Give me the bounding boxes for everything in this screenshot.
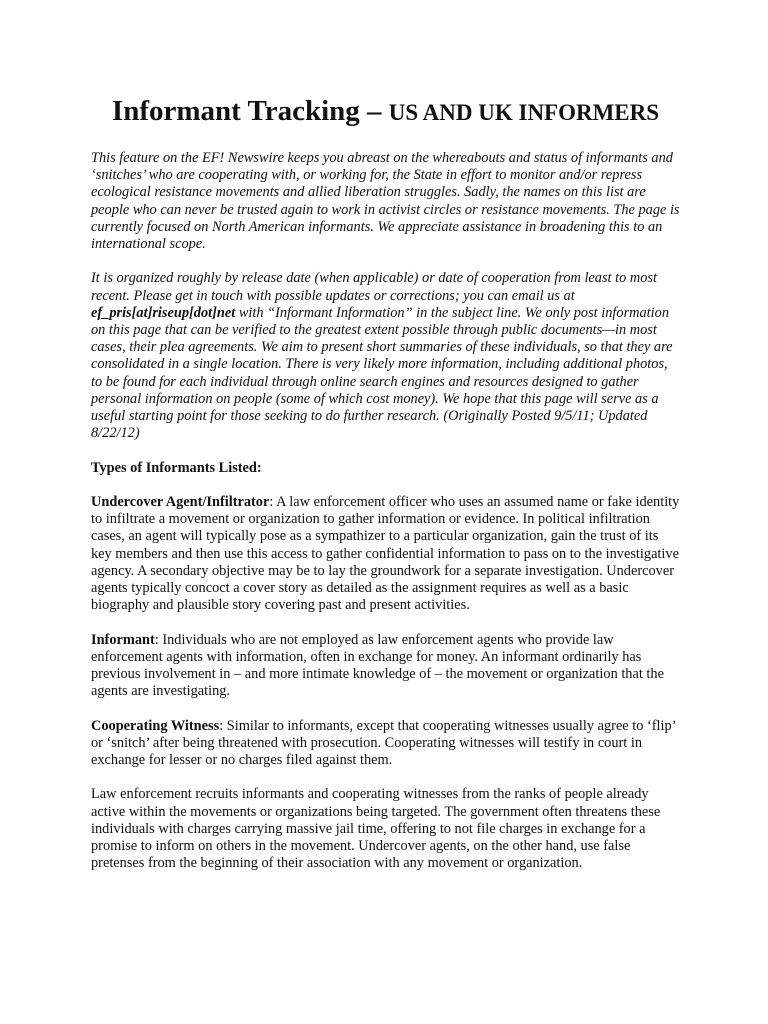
closing-paragraph: Law enforcement recruits informants and cooperating witnesses from the ranks of people already active within the movements or organizations being targeted. The government often threatens these individuals with charges carrying massive jail time, offering to not file charges in exchange for a promise to inform on others in the movement. Undercover agents, on the other hand, use false pretenses from the beginning of their association with any movement or organization.	[91, 786, 661, 872]
definition-term: Informant	[91, 631, 155, 648]
title-main: Informant Tracking –	[111, 95, 389, 127]
intro-paragraph: This feature on the EF! Newswire keeps you abreast on the whereabouts and status of informants and ‘snitches’ who are cooperating with, or working for, the State in effort to monitor and/or repress ecological resistance movements and allied liberation struggles. Sadly, the names on this list are people who can never be trusted again to work in activist circles or resistance movements. The page is currently focused on North American informants. We appreciate assistance in broadening this to an international scope.	[91, 150, 680, 253]
types-heading: Types of Informants Listed:	[91, 459, 262, 476]
document-title	[91, 93, 680, 126]
organization-paragraph	[91, 270, 680, 442]
definition-cooperating-witness	[91, 718, 680, 770]
organization-text-after-email: with “Informant Information” in the subject line. We only post information on this page that can be verified to the greatest extent possible through public documents—in most cases, their plea agreements. We aim to present short summaries of these individuals, so that they are consolidated in a single location. There is very likely more information, including additional photos, to be found for each individual through online search engines and resources designed to gather personal information on people (some of which cost money). We hope that this page will serve as a useful starting point for those seeking to do further research. (Originally Posted 9/5/11; Updated 8/22/12)	[91, 304, 673, 442]
contact-email: ef_pris[at]riseup[dot]net	[91, 304, 236, 321]
definition-text: : Similar to informants, except that cooperating witnesses usually agree to ‘flip’ or ‘snitch’ after being threatened with prosecution. Cooperating witnesses will testify in court in exchange for lesser or no charges filed against them.	[91, 717, 676, 769]
definition-text: : Individuals who are not employed as law enforcement agents who provide law enforcement agents with information, often in exchange for money. An informant ordinarily has previous involvement in – and more intimate knowledge of – the movement or organization that the agents are investigating.	[91, 631, 664, 700]
definition-term: Cooperating Witness	[91, 717, 220, 734]
organization-text-before-email: It is organized roughly by release date (when applicable) or date of cooperation from least to most recent. Please get in touch with possible updates or corrections; you can email us at	[91, 270, 657, 304]
definition-informant	[91, 632, 680, 701]
title-subtitle: US AND UK INFORMERS	[388, 100, 660, 125]
definition-undercover-agent	[91, 494, 680, 614]
definition-text: : A law enforcement officer who uses an assumed name or fake identity to infiltrate a movement or organization to gather information or evidence. In political infiltration cases, an agent will typically pose as a sympathizer to a particular organization, gain the trust of its key members and then use this access to gather confidential information to pass on to the investigative agency. A secondary objective may be to lay the groundwork for a separate investigation. Undercover agents typically concoct a cover story as detailed as the assignment requires as well as a basic biography and plausible story covering past and present activities.	[91, 494, 680, 614]
definition-term: Undercover Agent/Infiltrator	[91, 494, 270, 511]
